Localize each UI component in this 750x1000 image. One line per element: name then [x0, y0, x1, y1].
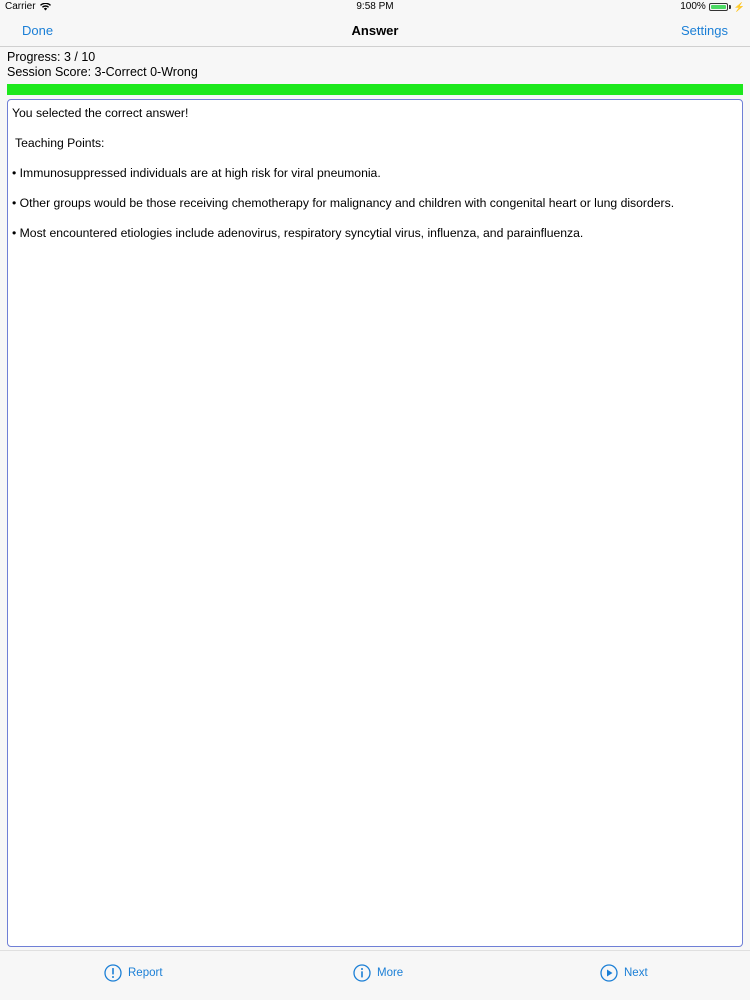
- battery-percent: 100%: [680, 1, 706, 12]
- answer-content[interactable]: [7, 99, 743, 947]
- next-label: Next: [624, 967, 648, 979]
- progress-bar: [7, 84, 743, 95]
- more-label: More: [377, 967, 404, 979]
- session-score: Session Score: 3-Correct 0-Wrong: [7, 65, 198, 79]
- more-button[interactable]: [353, 964, 403, 982]
- teaching-point: • Immunosuppressed individuals are at high risk for viral pneumonia.: [12, 166, 381, 180]
- teaching-point: • Other groups would be those receiving chemotherapy for malignancy and children with congenital heart or lung disorders.: [12, 196, 675, 210]
- charging-icon: ⚡: [733, 2, 745, 12]
- battery-icon: [709, 3, 728, 11]
- progress-label: Progress: 3 / 10: [7, 50, 96, 64]
- teaching-point: • Most encountered etiologies include adenovirus, respiratory syncytial virus, influenza, and parainfluenza.: [12, 226, 584, 240]
- carrier-label: Carrier: [5, 1, 36, 12]
- status-right: [680, 0, 745, 14]
- settings-button[interactable]: Settings: [681, 23, 728, 38]
- page-title: Answer: [351, 23, 399, 38]
- result-text: You selected the correct answer!: [12, 106, 189, 120]
- play-circle-icon: [600, 964, 618, 982]
- progress-bar-fill: [7, 84, 743, 95]
- report-button[interactable]: [104, 964, 163, 982]
- exclamation-circle-icon: [104, 964, 122, 982]
- status-bar: [0, 0, 750, 14]
- battery-cap: [729, 5, 731, 9]
- done-button[interactable]: Done: [22, 23, 54, 38]
- info-circle-icon: [353, 964, 371, 982]
- report-label: Report: [128, 967, 163, 979]
- bottom-toolbar: [0, 950, 750, 1000]
- status-time: 9:58 PM: [356, 1, 394, 12]
- progress-info: [7, 50, 198, 80]
- teaching-points-heading: Teaching Points:: [15, 136, 105, 150]
- navigation-bar: [0, 14, 750, 47]
- next-button[interactable]: [600, 964, 648, 982]
